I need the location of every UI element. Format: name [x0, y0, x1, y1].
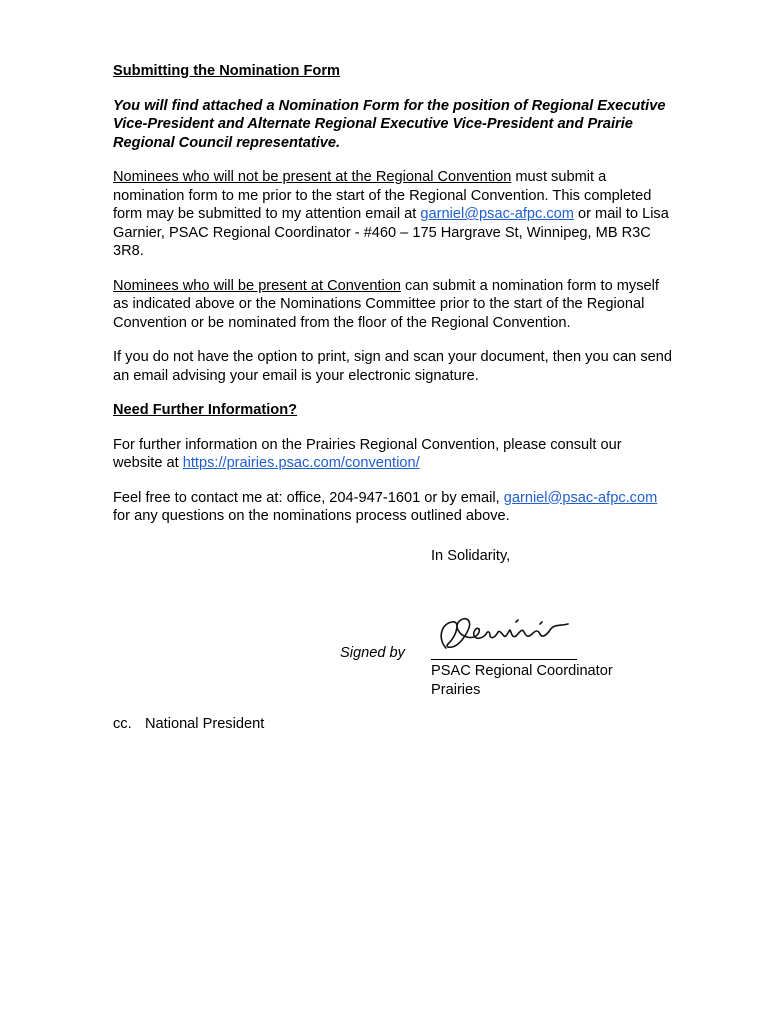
- signatory-title-block: [431, 662, 613, 700]
- section-heading-further-info: Need Further Information?: [113, 402, 298, 418]
- paragraph-not-present: [113, 168, 673, 261]
- handwritten-signature: [428, 610, 578, 660]
- website-text: For further information on the Prairies Regional Convention, please consult our website at: [113, 436, 622, 471]
- signatory-region: Prairies: [431, 682, 481, 698]
- not-present-text-b: or mail to Lisa Garnier, PSAC Regional Coordinator - #460 – 175 Hargrave St, Winnipeg, MB R3C 3R8.: [113, 206, 669, 259]
- contact-text-a: Feel free to contact me at: office, 204-947-1601 or by email,: [113, 489, 504, 506]
- cc-label: cc.: [113, 716, 132, 732]
- contact-text-b: for any questions on the nominations process outlined above.: [113, 508, 510, 524]
- intro-paragraph: You will find attached a Nomination Form for the position of Regional Executive Vice-President and Alternate Regional Executive Vice-President and Prairie Regional Council representative.: [113, 97, 666, 151]
- not-present-text-a: must submit a nomination form to me prior to the start of the Regional Convention. This completed form may be submitted to my attention email at: [113, 169, 652, 222]
- paragraph-electronic-signature: If you do not have the option to print, sign and scan your document, then you can send an email advising your email is your electronic signature.: [113, 349, 672, 384]
- paragraph-contact: [113, 489, 673, 526]
- present-text: can submit a nomination form to myself as indicated above or the Nominations Committee prior to the start of the Regional Convention or be nominated from the floor of the Regional Convention.: [113, 277, 659, 331]
- section-heading-submitting: Submitting the Nomination Form: [113, 63, 340, 79]
- cc-line: [113, 716, 264, 732]
- signed-by-label: Signed by: [340, 645, 405, 661]
- cc-recipient: National President: [145, 716, 265, 732]
- signature-line: [431, 659, 577, 660]
- website-link[interactable]: https://prairies.psac.com/convention/: [182, 455, 420, 471]
- email-link-1[interactable]: garniel@psac-afpc.com: [420, 206, 574, 222]
- paragraph-website: [113, 436, 673, 473]
- present-underlined: Nominees who will be present at Convention: [113, 277, 401, 294]
- not-present-underlined: Nominees who will not be present at the Regional Convention: [113, 169, 512, 185]
- signatory-title: PSAC Regional Coordinator: [431, 663, 613, 679]
- email-link-2[interactable]: garniel@psac-afpc.com: [503, 489, 658, 506]
- letter-body: [113, 62, 673, 542]
- salutation: In Solidarity,: [431, 548, 511, 564]
- paragraph-present: [113, 277, 673, 333]
